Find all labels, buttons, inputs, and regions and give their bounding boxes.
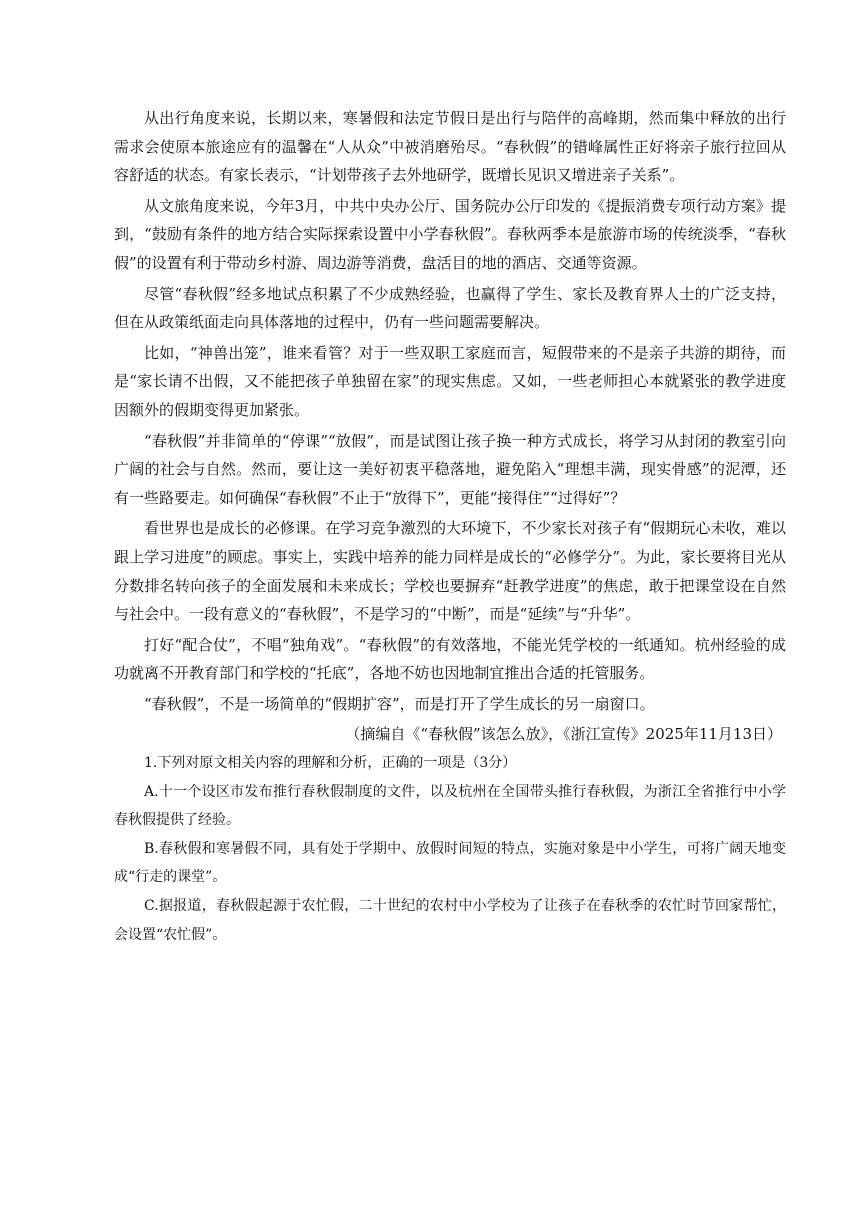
- article-paragraph-2: 从文旅角度来说，今年3月，中共中央办公厅、国务院办公厅印发的《提振消费专项行动方案》提到，“鼓励有条件的地方结合实际探索设置中小学春秋假”。春秋两季本是旅游市场的传统淡季，“春秋假”的设置有利于带动乡村游、周边游等消费，盘活目的地的酒店、交通等资源。: [114, 196, 786, 272]
- article-body: [114, 104, 786, 749]
- question-block: [114, 749, 786, 949]
- article-paragraph-6: 看世界也是成长的必修课。在学习竞争激烈的大环境下，不少家长对孩子有“假期玩心未收，难以跟上学习进度”的顾虑。事实上，实践中培养的能力同样是成长的“必修学分”。为此，家长要将目光从分数排名转向孩子的全面发展和未来成长；学校也要摒弃“赶教学进度”的焦虑，敢于把课堂设在自然与社会中。一段有意义的“春秋假”，不是学习的“中断”，而是“延续”与“升华”。: [114, 519, 786, 624]
- question-option-b: B.春秋假和寒暑假不同，具有处于学期中、放假时间短的特点，实施对象是中小学生，可将广阔天地变成“行走的课堂”。: [114, 840, 786, 886]
- article-paragraph-7: 打好“配合仗”，不唱“独角戏”。“春秋假”的有效落地，不能光凭学校的一纸通知。杭州经验的成功就离不开教育部门和学校的“托底”，各地不妨也因地制宜推出合适的托管服务。: [114, 635, 786, 683]
- article-paragraph-4: 比如，“神兽出笼”，谁来看管？对于一些双职工家庭而言，短假带来的不是亲子共游的期待，而是“家长请不出假，又不能把孩子单独留在家”的现实焦虑。又如，一些老师担心本就紧张的教学进度因额外的假期变得更加紧张。: [114, 343, 786, 419]
- question-option-c: C.据报道，春秋假起源于农忙假，二十世纪的农村中小学校为了让孩子在春秋季的农忙时节回家帮忙，会设置“农忙假”。: [114, 898, 786, 943]
- article-source: （摘编自《“春秋假”该怎么放》，《浙江宣传》2025年11月13日）: [345, 725, 782, 744]
- question-stem: 1.下列对原文相关内容的理解和分析，正确的一项是（3分）: [144, 755, 517, 772]
- article-paragraph-3: 尽管“春秋假”经多地试点积累了不少成熟经验，也赢得了学生、家长及教育界人士的广泛支持，但在从政策纸面走向具体落地的过程中，仍有一些问题需要解决。: [114, 284, 786, 332]
- article-paragraph-1: 从出行角度来说，长期以来，寒暑假和法定节假日是出行与陪伴的高峰期，然而集中释放的出行需求会使原本旅途应有的温馨在“人从众”中被消磨殆尽。“春秋假”的错峰属性正好将亲子旅行拉回从容舒适的状态。有家长表示，“计划带孩子去外地研学，既增长见识又增进亲子关系”。: [114, 109, 786, 185]
- question-option-a: A.十一个设区市发布推行春秋假制度的文件，以及杭州在全国带头推行春秋假，为浙江全省推行中小学春秋假提供了经验。: [114, 783, 786, 829]
- article-paragraph-5: “春秋假”并非简单的“停课”“放假”，而是试图让孩子换一种方式成长，将学习从封闭的教室引向广阔的社会与自然。然而，要让这一美好初衷平稳落地，避免陷入“理想丰满，现实骨感”的泥潭，还有一些路要走。如何确保“春秋假”不止于“放得下”，更能“接得住”“过得好”？: [114, 431, 786, 507]
- article-paragraph-8: “春秋假”，不是一场简单的“假期扩容”，而是打开了学生成长的另一扇窗口。: [144, 694, 655, 713]
